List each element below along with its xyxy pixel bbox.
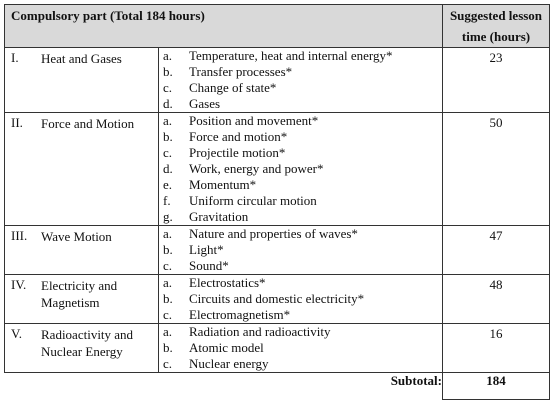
subtopic-text: Nuclear energy — [189, 356, 269, 371]
subtopic-text: Atomic model — [189, 340, 264, 355]
topic-title-cell — [41, 48, 159, 113]
subtotal-row — [5, 373, 550, 400]
subtopic-item — [159, 129, 442, 145]
topic-number: IV. — [11, 277, 27, 292]
subtopic-item — [159, 80, 442, 96]
subtopic-text: Momentum* — [189, 177, 257, 192]
topic-hours-cell — [443, 113, 550, 226]
subtopic-item — [159, 145, 442, 161]
subtopic-text: Temperature, heat and internal energy* — [189, 48, 393, 63]
table-title: Compulsory part (Total 184 hours) — [11, 8, 205, 23]
subtopic-letter: b. — [163, 340, 173, 355]
subtopic-text: Change of state* — [189, 80, 277, 95]
subtopic-letter: f. — [163, 193, 171, 208]
subtopic-text: Light* — [189, 242, 224, 257]
topic-number-cell — [5, 48, 42, 113]
subtopic-item — [159, 340, 442, 356]
subtopic-letter: c. — [163, 258, 173, 273]
topic-hours: 50 — [489, 115, 503, 130]
hours-header-cell — [443, 5, 550, 48]
subtopic-item — [159, 307, 442, 323]
subtopic-letter: b. — [163, 291, 173, 306]
subtotal-value: 184 — [486, 373, 506, 388]
subtopic-item — [159, 161, 442, 177]
subtopic-letter: a. — [163, 275, 173, 290]
subtopic-item — [159, 177, 442, 193]
subtopic-text: Transfer processes* — [189, 64, 293, 79]
table-title-cell — [5, 5, 443, 48]
subtopic-text: Radiation and radioactivity — [189, 324, 331, 339]
topic-title: Heat and Gases — [41, 51, 122, 66]
subtopic-text: Circuits and domestic electricity* — [189, 291, 365, 306]
subtopic-item — [159, 209, 442, 225]
hours-header-line1: Suggested lesson — [449, 8, 543, 23]
subtopic-text: Force and motion* — [189, 129, 288, 144]
subtopic-letter: e. — [163, 177, 173, 192]
subtopic-text: Projectile motion* — [189, 145, 286, 160]
subtopic-item — [159, 113, 442, 129]
topic-title: Radioactivity and Nuclear Energy — [41, 327, 134, 359]
syllabus-table — [4, 4, 550, 400]
subtopic-letter: a. — [163, 113, 173, 128]
subtopic-list — [159, 48, 443, 113]
subtotal-value-cell — [443, 373, 550, 400]
subtotal-label: Subtotal: — [390, 373, 442, 388]
topic-hours: 47 — [489, 228, 503, 243]
subtopic-item — [159, 324, 442, 340]
topic-title-cell — [41, 275, 159, 324]
topic-hours: 23 — [489, 50, 503, 65]
subtopic-item — [159, 275, 442, 291]
subtopic-letter: a. — [163, 226, 173, 241]
topic-hours-cell — [443, 226, 550, 275]
topic-row — [5, 113, 550, 226]
topic-hours: 48 — [489, 277, 503, 292]
subtopic-letter: b. — [163, 64, 173, 79]
subtopic-list — [159, 324, 443, 373]
subtopic-text: Electromagnetism* — [189, 307, 291, 322]
subtotal-label-cell — [159, 373, 443, 400]
topic-hours-cell — [443, 48, 550, 113]
topic-hours: 16 — [489, 326, 503, 341]
topic-hours-cell — [443, 275, 550, 324]
subtopic-text: Uniform circular motion — [189, 193, 317, 208]
subtopic-item — [159, 291, 442, 307]
subtopic-text: Sound* — [189, 258, 229, 273]
subtopic-text: Electrostatics* — [189, 275, 266, 290]
subtopic-letter: a. — [163, 48, 173, 63]
subtopic-letter: c. — [163, 80, 173, 95]
subtopic-letter: a. — [163, 324, 173, 339]
topic-row — [5, 275, 550, 324]
subtopic-letter: b. — [163, 129, 173, 144]
topic-row — [5, 48, 550, 113]
subtopic-text: Nature and properties of waves* — [189, 226, 358, 241]
subtopic-item — [159, 48, 442, 64]
topic-title: Wave Motion — [41, 229, 112, 244]
subtopic-list — [159, 226, 443, 275]
subtopic-item — [159, 64, 442, 80]
subtopic-letter: d. — [163, 96, 173, 111]
subtopic-text: Position and movement* — [189, 113, 319, 128]
subtopic-letter: g. — [163, 209, 173, 224]
subtopic-letter: c. — [163, 356, 173, 371]
topic-row — [5, 226, 550, 275]
topic-number: V. — [11, 326, 22, 341]
subtopic-text: Gravitation — [189, 209, 249, 224]
topic-number-cell — [5, 226, 42, 275]
subtopic-letter: c. — [163, 145, 173, 160]
topic-body — [5, 48, 550, 373]
subtopic-letter: c. — [163, 307, 173, 322]
subtopic-item — [159, 356, 442, 372]
topic-title-cell — [41, 324, 159, 373]
topic-hours-cell — [443, 324, 550, 373]
subtopic-item — [159, 193, 442, 209]
subtopic-item — [159, 226, 442, 242]
topic-number: I. — [11, 50, 19, 65]
topic-title-cell — [41, 113, 159, 226]
subtopic-item — [159, 242, 442, 258]
topic-number-cell — [5, 275, 42, 324]
subtotal-blank — [5, 373, 159, 400]
topic-number: II. — [11, 115, 23, 130]
topic-title: Electricity and Magnetism — [41, 278, 118, 310]
topic-title-cell — [41, 226, 159, 275]
subtopic-letter: d. — [163, 161, 173, 176]
subtopic-text: Gases — [189, 96, 221, 111]
subtopic-item — [159, 258, 442, 274]
subtopic-list — [159, 113, 443, 226]
hours-header-line2: time (hours) — [461, 29, 531, 44]
topic-title: Force and Motion — [41, 116, 135, 131]
topic-number: III. — [11, 228, 28, 243]
subtopic-text: Work, energy and power* — [189, 161, 324, 176]
subtopic-letter: b. — [163, 242, 173, 257]
topic-row — [5, 324, 550, 373]
topic-number-cell — [5, 113, 42, 226]
topic-number-cell — [5, 324, 42, 373]
header-row — [5, 5, 550, 48]
subtopic-item — [159, 96, 442, 112]
subtopic-list — [159, 275, 443, 324]
